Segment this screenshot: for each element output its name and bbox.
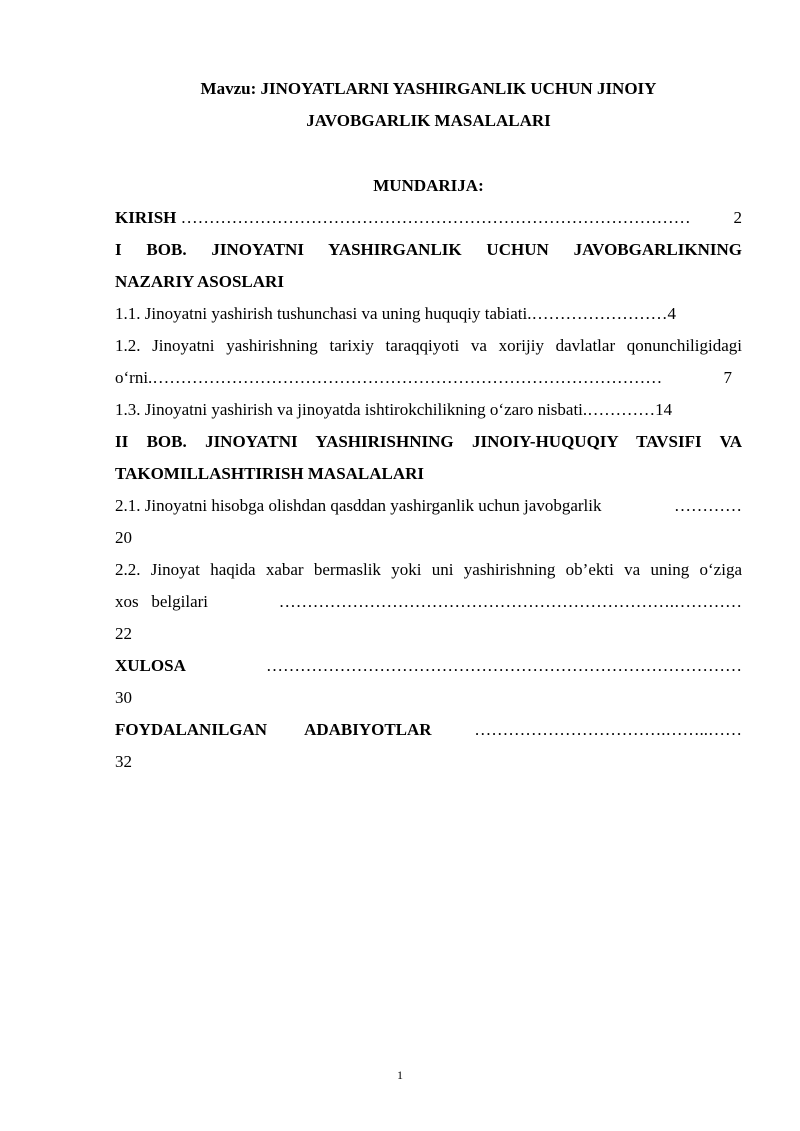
toc-entry-1-2-line2 [115,367,732,389]
toc-entry-adabiyotlar [115,719,742,741]
toc-label: XULOSA [115,656,186,675]
toc-leader: ………… [674,496,742,515]
toc-page: 30 [115,688,132,707]
toc-entry-2-2-line2 [115,591,742,613]
toc-label: o‘rni. [115,368,153,387]
toc-label: KIRISH [115,208,177,227]
toc-label: 1.1. Jinoyatni yashirish tushunchasi va uning huquqiy tabiati. [115,304,532,323]
page-number: 1 [397,1068,403,1082]
toc-label: xos belgilari [115,592,209,611]
toc-chapter1-line2: NAZARIY ASOSLARI [115,272,284,291]
toc-leader: …………………… [531,304,668,323]
toc-entry-2-2-line1: 2.2. Jinoyat haqida xabar bermaslik yoki uni yashirishning ob’ekti va uning o‘ziga [115,560,742,579]
toc-label: FOYDALANILGAN [115,720,268,739]
toc-leader: ……………………………………………………………………………… [152,368,663,387]
toc-entry-2-1 [115,495,742,517]
toc-entry-kirish [115,207,742,229]
toc-label: 1.3. Jinoyatni yashirish va jinoyatda ishtirokchilikning o‘zaro nisbati. [115,400,588,419]
toc-entry-1-3 [115,399,742,421]
toc-leader: ……………………………………………………………………………… [180,208,691,227]
toc-chapter2-line2: TAKOMILLASHTIRISH MASALALARI [115,464,425,483]
toc-chapter2-line1: II BOB. JINOYATNI YASHIRISHNING JINOIY-HUQUQIY TAVSIFI VA [115,432,742,451]
toc-leader: ………………………………………………………………………… [266,656,742,675]
toc-entry-1-2-line1: 1.2. Jinoyatni yashirishning tarixiy taraqqiyoti va xorijiy davlatlar qonunchiligidagi [115,336,742,355]
toc-leader: …………………………….……..…… [474,720,742,739]
toc-chapter1-line1: I BOB. JINOYATNI YASHIRGANLIK UCHUN JAVOBGARLIKNING [115,240,742,259]
contents-title: MUNDARIJA: [373,176,484,195]
toc-leader: ………… [587,400,656,419]
toc-page: 2 [733,208,742,227]
toc-entry-1-1 [115,303,742,325]
toc-entry-xulosa [115,655,742,677]
toc-page: 4 [667,304,676,323]
toc-label: ADABIYOTLAR [304,720,432,739]
toc-label: 2.1. Jinoyatni hisobga olishdan qasddan yashirganlik uchun javobgarlik [115,496,602,515]
toc-page: 14 [655,400,673,419]
toc-page: 32 [115,752,132,771]
toc-page: 22 [115,624,132,643]
topic-title-line2: JAVOBGARLIK MASALALARI [306,111,551,130]
toc-page: 7 [723,368,732,387]
document-page [115,0,742,1131]
toc-page: 20 [115,528,132,547]
toc-leader: …………………………………………………………….………… [278,592,742,611]
topic-title-line1: Mavzu: JINOYATLARNI YASHIRGANLIK UCHUN JINOIY [200,79,657,98]
